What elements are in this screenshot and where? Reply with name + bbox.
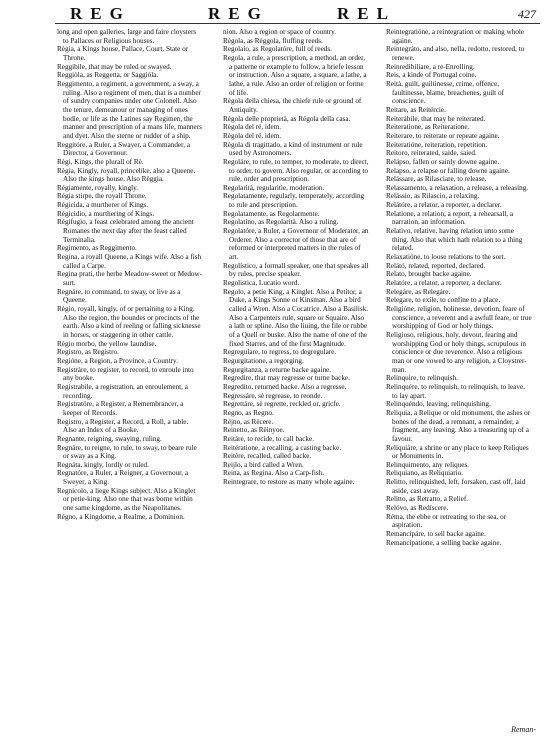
dictionary-entry: Relinquéndo, leaving, relinquishing. bbox=[386, 400, 491, 409]
dictionary-entry: nion. Also a region or space of country. bbox=[223, 28, 337, 36]
dictionary-entry: Regnáta, kingly, lordly or ruled. bbox=[57, 460, 149, 469]
dictionary-entry: Regressáre, sè regrease, to reonde. bbox=[223, 391, 323, 400]
dictionary-entry: Relaxatióne, to loose relations to the sort. bbox=[386, 253, 506, 262]
dictionary-entry: Reiterábile, that may be reiterated. bbox=[386, 114, 486, 123]
dictionary-entry: Registrabile, a registration, an enroulement, a recording. bbox=[57, 382, 188, 400]
dictionary-entry: Règi, Kings, the plurall of Rè. bbox=[57, 157, 144, 166]
dictionary-entry: Règio, royall, kingly, of or pertaining to a King. Also the region, the boundes or precincts of the earth. Also a kind of reeling or falling sicknesse in horses, or staggering in other cattle. bbox=[57, 305, 201, 339]
dictionary-entry: Relitto, as Retratto, a Relief. bbox=[386, 495, 469, 504]
dictionary-entry: Regolatamente, regularly, temperately, according to rule and prescription. bbox=[223, 192, 365, 210]
dictionary-entry: Reinetto, as Rèinyoe. bbox=[223, 426, 285, 435]
dictionary-entry: Regola, a rule, a prescription, a method, an order, a patterne or example to follow, a briefe lesson or instruction. Also a square, a square, a lathe, a lathe, a rule. Also an order of religion or forme of life. bbox=[223, 53, 367, 97]
dictionary-entry: Regnicolo, a liege Kings subject. Also a Kinglet or petie-king. Also one that was borne within one same kingdome, as the Neapolitanes. bbox=[57, 486, 196, 513]
dictionary-entry: Reitáre, to recide, to call backe. bbox=[223, 434, 314, 443]
dictionary-entry: Reintegrare, to restore as many whole againe. bbox=[223, 478, 355, 487]
header-rule bbox=[55, 23, 540, 24]
dictionary-entry: Règia, Kingly, royall, princelike, also a Queene. Also the kings house. Also Règgia. bbox=[57, 166, 196, 184]
dictionary-entry: Reintegratióne, a reintegration or making whole againe. bbox=[386, 28, 525, 45]
catchword: Reman- bbox=[511, 725, 536, 734]
dictionary-entry: Règola di tragittado, a kind of instrument or rule used by Astronomers. bbox=[223, 140, 363, 158]
dictionary-entry: Regimento, as Reggimento. bbox=[57, 244, 137, 253]
dictionary-entry: Regolístico, a formall speaker, one that speakes all by rules, precise speaker. bbox=[223, 261, 369, 279]
dictionary-entry: Règia, a Kings house, Pallace, Court, State or Throne. bbox=[57, 45, 189, 62]
dictionary-entry: Remancipatione, a selling backe againe. bbox=[386, 538, 502, 547]
page-number: 427 bbox=[518, 7, 536, 21]
dictionary-entry: Regredire, that may regresse or turne backe. bbox=[223, 374, 350, 383]
dictionary-entry: Registro, as Registro. bbox=[57, 348, 119, 357]
dictionary-entry: Règola del ré, idem. bbox=[223, 123, 282, 132]
dictionary-entry: Relinquire, to relinquish. bbox=[386, 374, 458, 383]
dictionary-entry: Règio morbo, the yellow Iaundise. bbox=[57, 339, 157, 348]
dictionary-entry: Reitare, as Reitércie. bbox=[386, 105, 446, 114]
dictionary-entry: Regno, as Regno. bbox=[223, 408, 274, 417]
dictionary-entry: Regurgitanza, a returne backe againe. bbox=[223, 365, 332, 374]
dictionary-entry: Regolarità, regularitie, moderation. bbox=[223, 183, 325, 192]
dictionary-entry: Registratóre, a Register, a Remembrancer, a keeper of Records. bbox=[57, 400, 184, 417]
dictionary-entry: Religioso, religious, holy, devout, fearing and worshipping God or holy things, scrupulous in conscience or due reverence. Also a religious man or one vowed to any religion, a Cloystrer-man. bbox=[386, 330, 527, 374]
dictionary-entry: Règola del ré, idem. bbox=[223, 131, 282, 140]
dictionary-entry: Régiamente, royally, kingly. bbox=[57, 183, 139, 192]
dictionary-entry: Relássio, as Rilascio, a relaxing. bbox=[386, 192, 480, 201]
dictionary-entry: Règola, as Règgola, fluffing reeds. bbox=[223, 36, 323, 45]
dictionary-entry: Reggiòla, as Reggetta, or Saggióla. bbox=[57, 71, 159, 80]
dictionary-entry: Reiteratióne, reiteration, repetition. bbox=[386, 140, 488, 149]
dictionary-entry: Regolatamente, as Regolarmente. bbox=[223, 209, 320, 218]
dictionary-entry: Reijlo, a bird called a Wren. bbox=[223, 460, 304, 469]
dictionary-entry: Regnáre, to command, to sway, or live as a Queene. bbox=[57, 287, 181, 305]
dictionary-entry: Regnante, reigning, swaying, ruling. bbox=[57, 434, 162, 443]
dictionary-entry: Reità, guilt, guiltinesse, crime, offence, faultinesse, blame, breachenes, guilt of conscience. bbox=[386, 79, 504, 106]
dictionary-entry: Reintegráto, and also, nella, redotto, restored, to renewe. bbox=[386, 45, 525, 62]
dictionary-entry: Regina, a royall Queene, a Kings wife. Also a fish called a Carpe. bbox=[57, 253, 202, 270]
dictionary-entry: Relinquimento, any reliques. bbox=[386, 460, 470, 469]
dictionary-entry: Relassamento, a relaxation, a release, a releasing. bbox=[386, 183, 529, 192]
dictionary-entry: Regnatóre, a Ruler, a Reigner, a Governour, a Sweyer, a King. bbox=[57, 469, 189, 487]
dictionary-entry: Relato, brought backe againe. bbox=[386, 270, 472, 279]
dictionary-entry: Reitère, recalled, called backe. bbox=[223, 452, 312, 461]
dictionary-entry: Reliquiano, as Reliquiario. bbox=[386, 469, 464, 478]
dictionary-entry: Religióne, religion, holinesse, devotion, feare of conscience, a reverent and a awfull feare, or true worshipping of God or holy things. bbox=[386, 305, 532, 331]
dictionary-entry: Régno, a Kingdome, a Realme, a Dominion. bbox=[57, 512, 185, 521]
dictionary-entry: Règola delle proprietà, as Régola della casa. bbox=[223, 114, 351, 123]
dictionary-entry: Relássare, as Rilasciare, to release. bbox=[386, 175, 487, 184]
dictionary-entry: Reiterare, to reiterate or repeate againe. bbox=[386, 131, 500, 140]
dictionary-entry: Regnáre, to reigne, to rule, to sway, to beare rule or sway as a King. bbox=[57, 443, 197, 461]
dictionary-entry: Réjno, as Rècere. bbox=[223, 417, 274, 426]
column-right bbox=[386, 28, 532, 547]
dictionary-entry: Regolatíno, as Regolarità. Also a ruling. bbox=[223, 218, 339, 227]
dictionary-entry: Relativo, relative, having relation unto some thing. Also that which hath relation to a thing related. bbox=[386, 227, 523, 253]
dictionary-entry: Régicidio, a murthering of Kings. bbox=[57, 209, 155, 218]
dictionary-entry: long and open galleries, large and faire cloysters to Pallaces or Religious houses. bbox=[57, 28, 197, 45]
dictionary-entry: Regolistica, Lucatio word. bbox=[223, 279, 300, 288]
dictionary-entry: Relegare, to exile, to confine to a place. bbox=[386, 296, 501, 305]
dictionary-entry: Remancipáre, to sell backe againe. bbox=[386, 530, 486, 539]
dictionary-entry: Reitoro, reiterated, saide, saied. bbox=[386, 149, 477, 158]
dictionary-entry: Reina, as Regina. Also a Carp-fish. bbox=[223, 469, 325, 478]
dictionary-entry: Relinquére, to relinquish, to relinquish, to leave, to lay apart. bbox=[386, 382, 525, 400]
dictionary-entry: Regióne, a Region, a Province, a Country. bbox=[57, 356, 178, 365]
dictionary-entry: Régicida, a murtherer of Kings. bbox=[57, 201, 149, 210]
dictionary-entry: Regina prati, the herbe Meadow-sweet or Medow-surt. bbox=[57, 270, 203, 288]
column-left bbox=[57, 28, 203, 521]
dictionary-entry: Reggibile, that may be ruled or swayed. bbox=[57, 62, 172, 71]
dictionary-entry: Relatóre, a relator, a reporter, a declarer. bbox=[386, 279, 502, 288]
dictionary-entry: Régifugio, a feast celebrated among the ancient Romanes the next day after the feast called Terminalia. bbox=[57, 218, 194, 244]
dictionary-entry: Regoláre, to rule, to temper, to moderate, to direct, to order, to govern. Also regular, or according to rule, order and prescription. bbox=[223, 157, 369, 184]
dictionary-entry: Regregulare, to regress, to degregulare. bbox=[223, 348, 337, 357]
dictionary-entry: Reggimento, a regiment, a government, a sway, a ruling. Also a regiment of men, that is a number of sundry companies under one Colonell. Also the tenure, demeanour or managing of ones bodie, or life as the Latines say Regimen, the manner and prescription of a mans life, manners and dyet. Also the sterne or rudder of a ship. bbox=[57, 79, 202, 140]
dictionary-entry: Relátó, related, reported, declared. bbox=[386, 261, 486, 270]
dictionary-entry: Reliquia, a Relique or old monument, the ashes or bones of the dead, a remnant, a remainder, a fragment, any leaving. Also a treasuring up of a favour. bbox=[386, 408, 531, 443]
dictionary-entry: Relitto, relinquished, left, forsaken, cast off, laid aside, cast away. bbox=[386, 478, 526, 495]
header-center-word: REG bbox=[208, 4, 269, 23]
dictionary-entry: Reiteratione, as Reiteratione. bbox=[386, 123, 470, 132]
dictionary-entry: Regrettáre, sè regrette, reckled or, gricfe. bbox=[223, 400, 341, 409]
dictionary-entry: Registro, a Register, a Record, a Roll, a table. Also an Index of a Booke. bbox=[57, 417, 189, 435]
dictionary-entry: Relóvo, as Redíscere. bbox=[386, 504, 449, 513]
header-right-word: REL bbox=[337, 4, 396, 23]
dictionary-entry: Regredito, returned backe. Also a regresse. bbox=[223, 382, 347, 391]
dictionary-entry: Relátóre, a relator, a reporter, a declarer. bbox=[386, 201, 502, 210]
dictionary-entry: Regolo, a petie King, a Kinglet. Also a Petitor, a Duke, a Kings Sonne or Kinsman. Also a bird called a Wren. Also a Cocatrice. Also a Basilisk. Also a Carpenters rule, square or Squaire. Also a lath or spline. Also the liuing, the file or rubbe of a Quell or buske. Also the name of one of the fixed Starres, and of the first Magnitude. bbox=[223, 287, 369, 348]
dictionary-entry: Regurgitatione, a regorging. bbox=[223, 356, 304, 365]
dictionary-entry: Reliquiáre, a shrine or any place to keep Reliques or Monuments in. bbox=[386, 443, 529, 461]
header-left-word: REG bbox=[70, 4, 131, 23]
dictionary-entry: Reis, a kinde of Portugal coine. bbox=[386, 71, 477, 80]
column-middle bbox=[223, 28, 369, 487]
dictionary-entry: Relapso, a relapse or falling downe againe. bbox=[386, 166, 510, 175]
dictionary-entry: Reggitóre, a Ruler, a Swayer, a Commander, a Director, a Governour. bbox=[57, 140, 191, 158]
dictionary-entry: Relegáre, as Relegáre. bbox=[386, 287, 451, 296]
dictionary-entry: Registráre, to register, to record, to enroule into any booke. bbox=[57, 365, 194, 383]
dictionary-entry: Regolaio, as Regolatóre, full of reeds. bbox=[223, 45, 332, 54]
dictionary-entry: Reitératione, a recalling, a casting backe. bbox=[223, 443, 342, 452]
dictionary-entry: Regolatóre, a Ruler, a Governour of Moderator, an Orderer. Also a corrector of those that are of reformed or interpreted matters in the rules of art. bbox=[223, 227, 369, 262]
running-header bbox=[0, 4, 548, 22]
dictionary-entry: Règola della chiesa, the chiefe rule or ground of Antiquity. bbox=[223, 97, 362, 114]
dictionary-entry: Relatione, a relation, a report, a rehearsall, a narration, an information. bbox=[386, 209, 514, 227]
dictionary-entry: Relápso, fallen or sainly downe againe. bbox=[386, 157, 500, 166]
dictionary-entry: Régia stirpe, the royall Throne. bbox=[57, 192, 147, 201]
dictionary-entry: Réma, the ebbe or retreating to the sea, or aspiration. bbox=[386, 512, 507, 530]
dictionary-entry: Reinredibiliare, a re-Enrolling. bbox=[386, 62, 475, 71]
